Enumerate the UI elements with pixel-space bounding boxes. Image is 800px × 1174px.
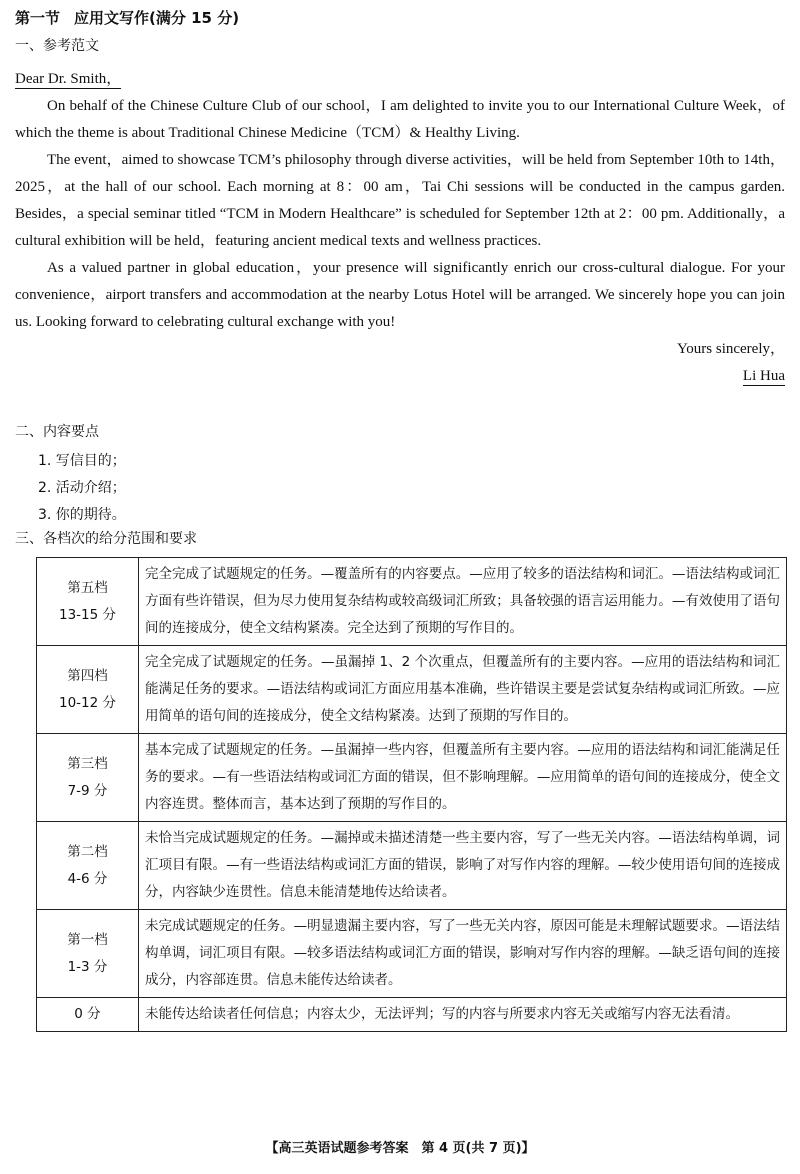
grade-description: 未能传达给读者任何信息；内容太少，无法评判；写的内容与所要求内容无关或缩写内容无法看清。 (139, 998, 787, 1032)
grade-description: 未恰当完成试题规定的任务。—漏掉或未描述清楚一些主要内容，写了一些无关内容。—语法结构单调，词汇项目有限。—有一些语法结构或词汇方面的错误，影响了对写作内容的理解。—较少使用语句间的连接成分，内容缺少连贯性。信息未能清楚地传达给读者。 (139, 822, 787, 910)
letter-signature: Li Hua (742, 368, 785, 384)
page-footer: 【高三英语试题参考答案 第 4 页(共 7 页)】 (265, 1141, 535, 1156)
content-points (38, 448, 126, 529)
grade-description: 基本完成了试题规定的任务。—虽漏掉一些内容，但覆盖所有主要内容。—应用的语法结构和词汇能满足任务的要求。—有一些语法结构或词汇方面的错误，但不影响理解。—应用简单的语句间的连接成分，使全文内容连贯。整体而言，基本达到了预期的写作目的。 (139, 734, 787, 822)
part3-heading: 三、各档次的给分范围和要求 (15, 531, 197, 547)
table-row (37, 910, 787, 998)
letter-paragraph-3: As a valued partner in global education，your presence will significantly enrich our cross-cultural dialogue. For your convenience，airport transfers and accommodation at the nearby Lotus Hotel will be arranged. We sincerely hope you can join us. Looking forward to celebrating cultural exchange with you! (15, 260, 785, 330)
grade-description: 完全完成了试题规定的任务。—覆盖所有的内容要点。—应用了较多的语法结构和词汇。—语法结构或词汇方面有些许错误，但为尽力使用复杂结构或较高级词汇所致；具备较强的语言运用能力。—有效使用了语句间的连接成分，使全文结构紧凑。完全达到了预期的写作目的。 (139, 558, 787, 646)
grade-description: 完全完成了试题规定的任务。—虽漏掉 1、2 个次重点，但覆盖所有的主要内容。—应用的语法结构和词汇能满足任务的要求。—语法结构或词汇方面应用基本准确，些许错误主要是尝试复杂结构或词汇所致。—应用简单的语句间的连接成分，使全文结构紧凑。达到了预期的写作目的。 (139, 646, 787, 734)
section-heading: 应用文写作(满分 15 分) (74, 9, 240, 27)
letter-paragraph-2: The event，aimed to showcase TCM’s philosophy through diverse activities，will be held from September 10th to 14th，2025，at the hall of our school. Each morning at 8：00 am，Tai Chi sessions will be conducted in the campus garden. Besides，a special seminar titled “TCM in Modern Healthcare” is scheduled for September 12th at 2：00 pm. Additionally，a cultural exhibition will be held，featuring ancient medical texts and wellness practices. (15, 152, 785, 249)
grade-level: 第五档 13-15 分 (37, 558, 139, 646)
table-row (37, 558, 787, 646)
content-point-3: 3. 你的期待。 (38, 507, 126, 523)
table-row (37, 998, 787, 1032)
sample-letter (15, 66, 785, 390)
letter-salutation: Dear Dr. Smith， (15, 71, 122, 87)
grade-level: 第一档 1-3 分 (37, 910, 139, 998)
part1-heading: 一、参考范文 (15, 38, 99, 54)
grade-description: 未完成试题规定的任务。—明显遗漏主要内容，写了一些无关内容，原因可能是未理解试题要求。—语法结构单调，词汇项目有限。—较多语法结构或词汇方面的错误，影响对写作内容的理解。—缺乏语句间的连接成分，内容部连贯。信息未能传达给读者。 (139, 910, 787, 998)
grade-level: 0 分 (37, 998, 139, 1032)
table-row (37, 734, 787, 822)
section-title (15, 8, 239, 28)
table-row (37, 822, 787, 910)
content-point-1: 1. 写信目的； (38, 453, 126, 469)
grading-table (36, 557, 787, 1032)
letter-closing: Yours sincerely， (676, 341, 785, 357)
table-row (37, 646, 787, 734)
content-point-2: 2. 活动介绍； (38, 480, 126, 496)
grade-level: 第三档 7-9 分 (37, 734, 139, 822)
part2-heading: 二、内容要点 (15, 424, 99, 440)
grade-level: 第四档 10-12 分 (37, 646, 139, 734)
letter-paragraph-1: On behalf of the Chinese Culture Club of our school，I am delighted to invite you to our International Culture Week，of which the theme is about Traditional Chinese Medicine（TCM）& Healthy Living. (15, 98, 785, 141)
section-number: 第一节 (15, 9, 61, 27)
grade-level: 第二档 4-6 分 (37, 822, 139, 910)
